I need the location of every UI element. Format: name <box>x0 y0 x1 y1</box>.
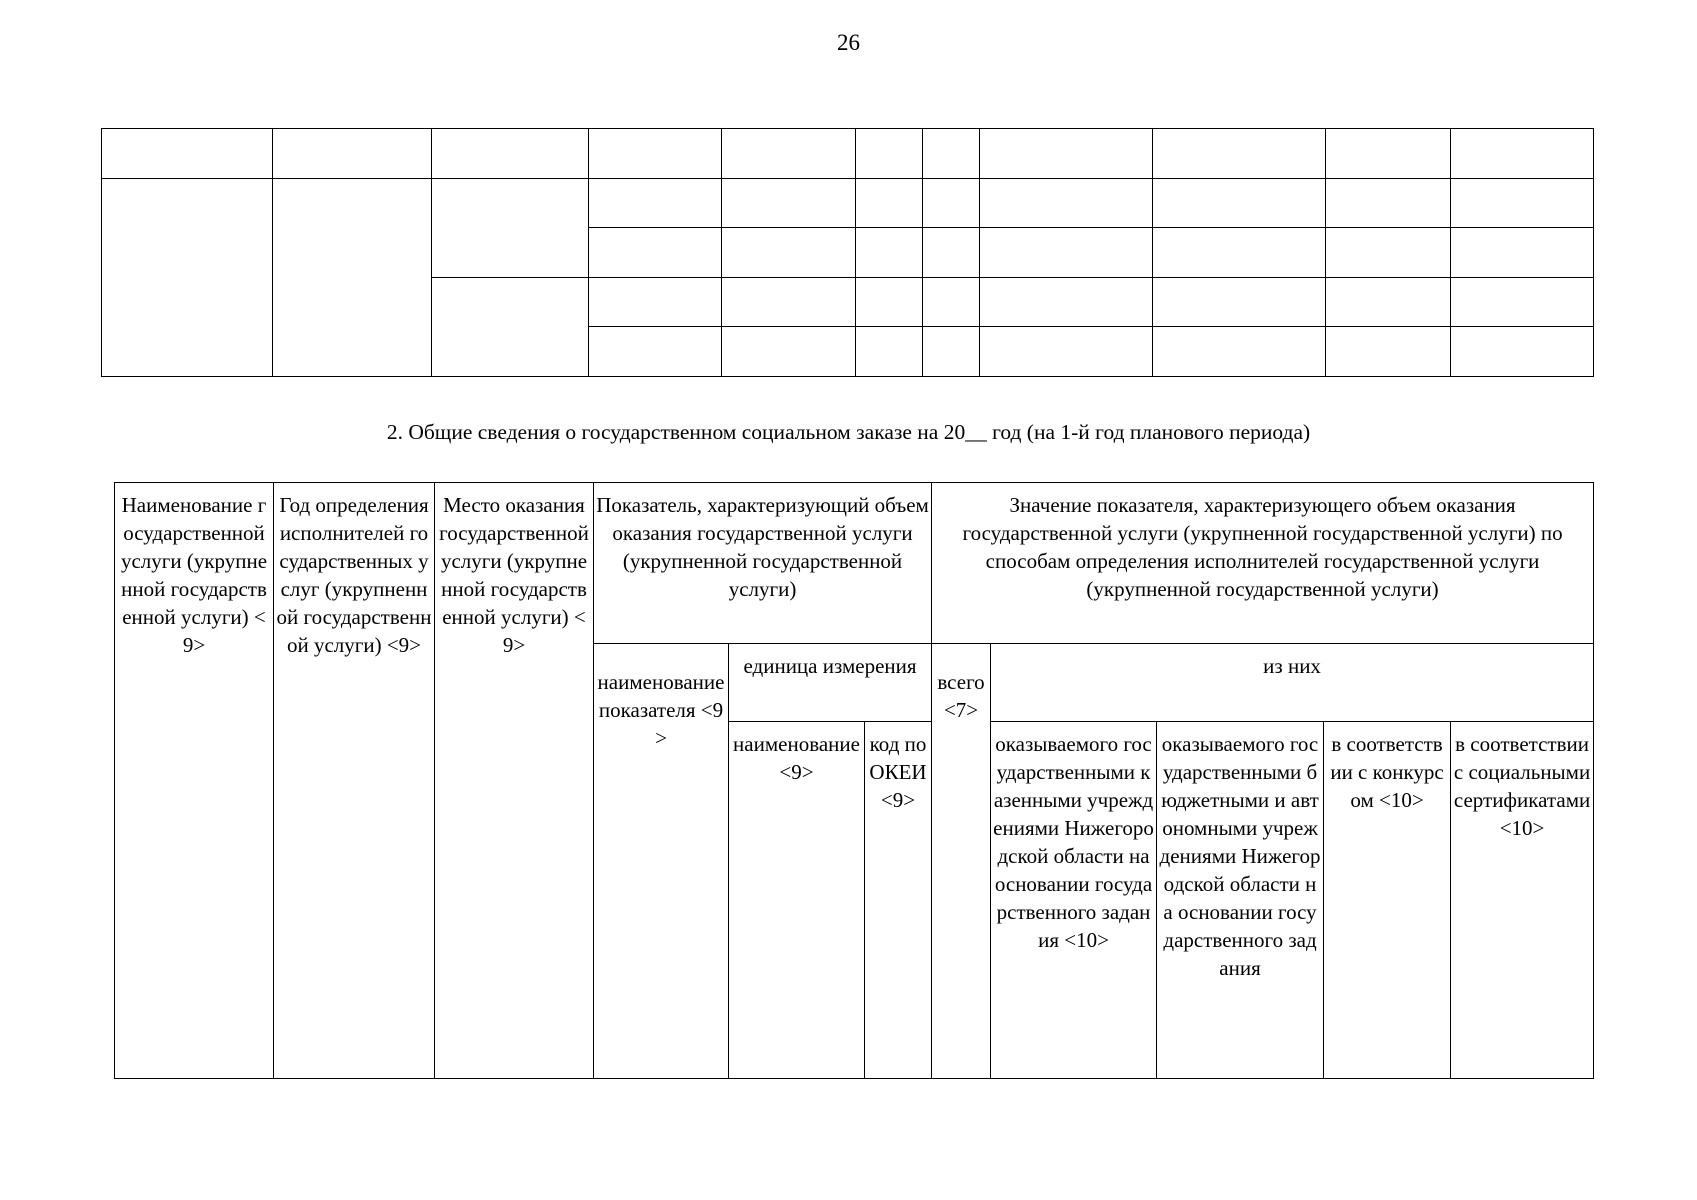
table-cell <box>1451 129 1594 179</box>
header-total: всего <7> <box>932 644 991 1079</box>
table-cell <box>856 327 923 377</box>
table-cell <box>589 277 722 327</box>
header-unit-name: наименование <9> <box>729 722 865 1079</box>
table-cell <box>980 228 1153 278</box>
table-cell <box>1326 277 1451 327</box>
header-indicator-group: Показатель, характеризующий объем оказания государственной услуги (укрупненной государственной услуги) <box>594 483 932 644</box>
table-cell <box>432 129 589 179</box>
continued-table <box>101 128 1594 377</box>
table-cell <box>1326 228 1451 278</box>
table-cell <box>1451 277 1594 327</box>
table-cell <box>273 129 432 179</box>
table-cell <box>1153 178 1326 228</box>
table-cell <box>722 277 856 327</box>
table-cell <box>589 327 722 377</box>
table-cell <box>980 277 1153 327</box>
table-cell <box>923 129 980 179</box>
table-cell <box>722 178 856 228</box>
social-order-table-header <box>114 482 1594 1079</box>
page-number: 26 <box>837 30 860 55</box>
table-cell <box>1326 327 1451 377</box>
header-budgetnye: оказываемого государственными бюджетными и автономными учреждениями Нижегородской области на основании государственного задания <box>1157 722 1324 1079</box>
table-cell <box>856 129 923 179</box>
table-cell <box>923 327 980 377</box>
table-cell <box>856 277 923 327</box>
table-cell <box>432 178 589 277</box>
table-cell <box>102 129 273 179</box>
table-cell <box>432 277 589 376</box>
table-cell <box>923 277 980 327</box>
header-unit-group: единица измерения <box>729 644 932 722</box>
header-year-defined: Год определения исполнителей государственных услуг (укрупненной государственной услуги) <9> <box>274 483 435 1079</box>
header-kazennye: оказываемого государственными казенными учреждениями Нижегородской области на основании государственного задания <10> <box>991 722 1157 1079</box>
table-cell <box>980 327 1153 377</box>
table-cell <box>722 327 856 377</box>
table-cell <box>1153 129 1326 179</box>
table-row <box>102 178 1594 228</box>
table-cell <box>1451 228 1594 278</box>
header-value-group: Значение показателя, характеризующего объем оказания государственной услуги (укрупненной государственной услуги) по способам определения исполнителей государственной услуги (укрупненной государственной услуги) <box>932 483 1594 644</box>
header-konkurs: в соответствии с конкурсом <10> <box>1324 722 1451 1079</box>
section-heading: 2. Общие сведения о государственном социальном заказе на 20__ год (на 1-й год планового периода) <box>386 420 1311 444</box>
header-service-name: Наименование государственной услуги (укрупненной государственной услуги) <9> <box>115 483 274 1079</box>
table-cell <box>980 129 1153 179</box>
header-of-them: из них <box>991 644 1594 722</box>
header-row <box>115 483 1594 644</box>
table-cell <box>589 129 722 179</box>
table-cell <box>1326 178 1451 228</box>
header-certificates: в соответствии с социальными сертификатами <10> <box>1451 722 1594 1079</box>
header-place: Место оказания государственной услуги (укрупненной государственной услуги) <9> <box>435 483 594 1079</box>
table-cell <box>1153 327 1326 377</box>
table-cell <box>1153 228 1326 278</box>
table-cell <box>273 178 432 376</box>
header-okei-code: код по ОКЕИ <9> <box>865 722 932 1079</box>
table-cell <box>1153 277 1326 327</box>
table-cell <box>923 228 980 278</box>
table-cell <box>589 178 722 228</box>
table-cell <box>102 178 273 376</box>
header-indicator-name: наименование показателя <9> <box>594 644 729 1079</box>
table-cell <box>1451 178 1594 228</box>
table-cell <box>1451 327 1594 377</box>
table-cell <box>722 129 856 179</box>
table-cell <box>856 178 923 228</box>
table-cell <box>856 228 923 278</box>
table-cell <box>589 228 722 278</box>
table-cell <box>980 178 1153 228</box>
table-cell <box>923 178 980 228</box>
table-row <box>102 129 1594 179</box>
table-cell <box>722 228 856 278</box>
table-cell <box>1326 129 1451 179</box>
